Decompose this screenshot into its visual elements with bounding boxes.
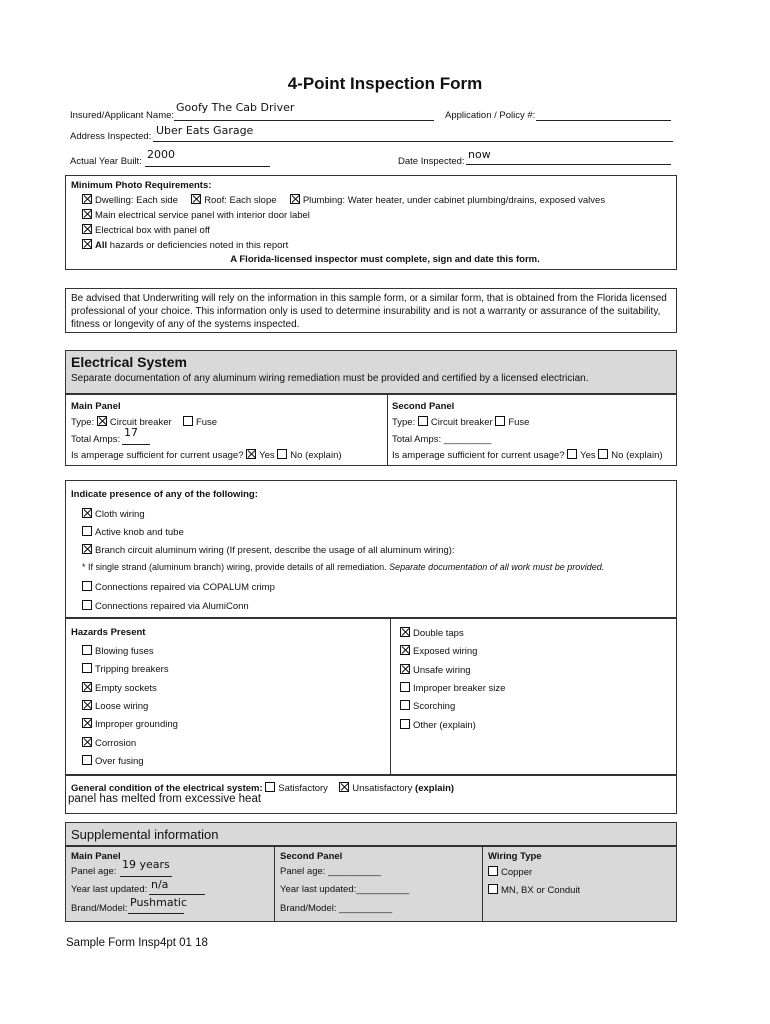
- supp-second-heading: Second Panel: [280, 851, 343, 862]
- photo-row-3: [82, 224, 210, 236]
- condition-label: General condition of the electrical system:: [71, 783, 263, 794]
- florida-note: A Florida-licensed inspector must complete, sign and date this form.: [230, 254, 540, 265]
- hazard-row: [82, 663, 169, 675]
- hazard-checkbox[interactable]: [82, 755, 92, 765]
- knob-tube-label: Active knob and tube: [95, 527, 184, 538]
- copalum-row: [82, 581, 275, 593]
- alumiconn-row: [82, 600, 249, 612]
- single-strand-note-text: * If single strand (aluminum branch) wiring, provide details of all remediation.: [82, 562, 390, 572]
- panels-divider: [387, 394, 388, 466]
- hazard-row: [82, 755, 144, 767]
- unsatisfactory-label: Unsatisfactory: [352, 783, 413, 794]
- hazard-label: Empty sockets: [95, 682, 157, 694]
- main-amperage-no-checkbox[interactable]: [277, 449, 287, 459]
- main-no-label: No (explain): [290, 450, 342, 461]
- main-fuse-label: Fuse: [195, 417, 218, 428]
- second-amperage-no-checkbox[interactable]: [598, 449, 608, 459]
- hazards-divider: [390, 618, 391, 775]
- insured-line: [174, 120, 434, 121]
- insured-label: Insured/Applicant Name:: [70, 110, 175, 121]
- cloth-wiring-checkbox[interactable]: [82, 508, 92, 518]
- second-amperage-row: [392, 449, 663, 461]
- hazard-checkbox[interactable]: [82, 718, 92, 728]
- mn-bx-conduit-checkbox[interactable]: [488, 884, 498, 894]
- hazard-label: Other (explain): [413, 719, 476, 731]
- photo-req-heading: Minimum Photo Requirements:: [71, 180, 212, 191]
- hazard-row: [400, 645, 477, 657]
- supp-age-field[interactable]: 19 years: [122, 858, 170, 871]
- hazard-checkbox[interactable]: [400, 682, 410, 692]
- second-type-row: [392, 416, 529, 428]
- hazard-row: [400, 719, 476, 731]
- second-fuse-label: Fuse: [508, 417, 530, 428]
- date-line: [466, 164, 671, 165]
- main-amps-line: [122, 444, 150, 445]
- hazard-checkbox[interactable]: [82, 700, 92, 710]
- supp-second-brand[interactable]: Brand/Model: __________: [280, 903, 392, 914]
- hazard-checkbox[interactable]: [82, 645, 92, 655]
- supp-brand-label: Brand/Model:: [71, 903, 128, 914]
- second-circuit-breaker-label: Circuit breaker: [430, 417, 493, 428]
- hazard-label: Improper breaker size: [413, 682, 506, 694]
- copper-row: [488, 866, 532, 878]
- hazard-row: [82, 700, 148, 712]
- hazard-row: [82, 645, 154, 657]
- hazard-checkbox[interactable]: [82, 663, 92, 673]
- satisfactory-label: Satisfactory: [278, 783, 328, 794]
- second-circuit-breaker-checkbox[interactable]: [418, 416, 428, 426]
- main-amperage-question: Is amperage sufficient for current usage?: [71, 450, 244, 461]
- main-amperage-yes-checkbox[interactable]: [246, 449, 256, 459]
- main-amps-label: Total Amps:: [71, 434, 121, 445]
- hazard-label: Corrosion: [95, 737, 137, 749]
- supp-main-heading: Main Panel: [71, 851, 121, 862]
- policy-label: Application / Policy #:: [445, 110, 536, 121]
- plumbing-checkbox[interactable]: [290, 194, 300, 204]
- mn-row: [488, 884, 580, 896]
- condition-explanation-field[interactable]: panel has melted from excessive heat: [68, 793, 262, 805]
- knob-row: [82, 526, 184, 538]
- hazard-row: [82, 682, 157, 694]
- main-panel-photo-checkbox[interactable]: [82, 209, 92, 219]
- electrical-title: Electrical System: [71, 354, 187, 370]
- hazard-checkbox[interactable]: [82, 682, 92, 692]
- supp-brand-field[interactable]: Pushmatic: [130, 896, 187, 909]
- hazard-checkbox[interactable]: [400, 645, 410, 655]
- main-circuit-breaker-checkbox[interactable]: [97, 416, 107, 426]
- main-type-row: [71, 416, 217, 428]
- photo-row-2: [82, 209, 310, 221]
- year-line: [145, 166, 270, 167]
- second-amps-label[interactable]: Total Amps: _________: [392, 434, 492, 445]
- copper-checkbox[interactable]: [488, 866, 498, 876]
- roof-checkbox[interactable]: [191, 194, 201, 204]
- second-yes-label: Yes: [580, 450, 596, 461]
- year-field[interactable]: 2000: [147, 148, 175, 161]
- page-title: 4-Point Inspection Form: [287, 74, 483, 93]
- elec-box-checkbox[interactable]: [82, 224, 92, 234]
- supp-second-age[interactable]: Panel age: __________: [280, 866, 381, 877]
- date-label: Date Inspected:: [398, 156, 465, 167]
- hazard-label: Loose wiring: [95, 700, 149, 712]
- plumbing-label: Plumbing: Water heater, under cabinet plumbing/drains, exposed valves: [302, 195, 606, 206]
- hazard-row: [400, 700, 455, 712]
- branch-aluminum-checkbox[interactable]: [82, 544, 92, 554]
- policy-field[interactable]: [536, 120, 671, 121]
- main-type-label: Type:: [71, 417, 95, 428]
- alumiconn-checkbox[interactable]: [82, 600, 92, 610]
- main-panel-photo-label: Main electrical service panel with interior door label: [95, 210, 310, 221]
- main-yes-label: Yes: [259, 450, 275, 461]
- hazard-label: Tripping breakers: [95, 664, 169, 676]
- cloth-wiring-label: Cloth wiring: [95, 509, 145, 520]
- photo-row-4: [82, 239, 288, 251]
- photo-row-1: [82, 194, 605, 206]
- branch-row: [82, 544, 455, 556]
- hazard-label: Over fusing: [95, 755, 144, 767]
- hazard-label: Scorching: [413, 701, 456, 713]
- dwelling-label: Dwelling: Each side: [95, 195, 178, 206]
- date-field[interactable]: now: [468, 148, 491, 161]
- supp-age-line: [120, 876, 172, 877]
- supp-updated-line: [149, 894, 205, 895]
- address-field[interactable]: Uber Eats Garage: [156, 124, 254, 137]
- branch-aluminum-label: Branch circuit aluminum wiring (If present, describe the usage of all aluminum wiring):: [95, 545, 455, 556]
- copalum-label: Connections repaired via COPALUM crimp: [95, 582, 275, 593]
- hazard-checkbox[interactable]: [400, 627, 410, 637]
- second-fuse-checkbox[interactable]: [495, 416, 505, 426]
- supp-divider-1: [274, 846, 275, 922]
- cloth-row: [82, 508, 145, 520]
- electrical-subtitle: Separate documentation of any aluminum wiring remediation must be provided and certified by a licensed electrician.: [71, 373, 589, 384]
- supp-divider-2: [482, 846, 483, 922]
- roof-label: Roof: Each slope: [204, 195, 277, 206]
- supp-updated-field[interactable]: n/a: [151, 878, 169, 891]
- second-type-label: Type:: [392, 417, 416, 428]
- explain-label: (explain): [415, 783, 455, 794]
- main-fuse-checkbox[interactable]: [183, 416, 193, 426]
- year-label: Actual Year Built:: [70, 156, 142, 167]
- main-panel-heading: Main Panel: [71, 401, 121, 412]
- hazard-checkbox[interactable]: [400, 664, 410, 674]
- address-line: [153, 141, 673, 142]
- all-hazards-label: hazards or deficiencies noted in this report: [107, 240, 289, 251]
- all-bold-label: All: [95, 240, 108, 251]
- wiring-type-heading: Wiring Type: [488, 851, 542, 862]
- hazard-label: Double taps: [413, 628, 464, 639]
- main-amps-field[interactable]: 17: [124, 426, 138, 439]
- hazard-row: [82, 718, 178, 730]
- second-amperage-question: Is amperage sufficient for current usage?: [392, 450, 565, 461]
- single-strand-note-italic: Separate documentation of all work must be provided.: [389, 562, 605, 572]
- satisfactory-checkbox[interactable]: [265, 782, 275, 792]
- supplemental-title: Supplemental information: [71, 827, 219, 842]
- copalum-checkbox[interactable]: [82, 581, 92, 591]
- mn-bx-conduit-label: MN, BX or Conduit: [501, 885, 581, 896]
- dwelling-checkbox[interactable]: [82, 194, 92, 204]
- hazard-label: Exposed wiring: [413, 646, 478, 658]
- supp-brand-line: [128, 913, 184, 914]
- second-panel-heading: Second Panel: [392, 401, 455, 412]
- supp-age-label: Panel age:: [71, 866, 117, 877]
- hazard-checkbox[interactable]: [400, 700, 410, 710]
- hazards-heading: Hazards Present: [71, 627, 146, 638]
- supp-updated-label: Year last updated:: [71, 884, 148, 895]
- elec-box-label: Electrical box with panel off: [95, 225, 210, 236]
- main-circuit-breaker-label: Circuit breaker: [109, 417, 172, 428]
- address-label: Address Inspected:: [70, 131, 152, 142]
- hazard-row: [400, 664, 471, 676]
- insured-field[interactable]: Goofy The Cab Driver: [176, 101, 295, 114]
- hazards-box: [65, 618, 677, 775]
- hazard-row: [400, 627, 464, 639]
- second-amperage-yes-checkbox[interactable]: [567, 449, 577, 459]
- alumiconn-label: Connections repaired via AlumiConn: [95, 601, 249, 612]
- hazard-row: [400, 682, 505, 694]
- hazard-checkbox[interactable]: [400, 719, 410, 729]
- presence-heading: Indicate presence of any of the following:: [71, 489, 258, 500]
- main-amperage-row: [71, 449, 342, 461]
- knob-tube-checkbox[interactable]: [82, 526, 92, 536]
- advisory-text: Be advised that Underwriting will rely on the information in this sample form, or a similar form, that is obtained from the Florida licensed professional of your choice. This information only is used to determine insurability and is not a warranty or assurance of the suitability, fitness or longevity of any of the systems inspected.: [71, 293, 667, 330]
- hazard-label: Unsafe wiring: [413, 664, 471, 676]
- all-hazards-checkbox[interactable]: [82, 239, 92, 249]
- footer-text: Sample Form Insp4pt 01 18: [66, 937, 208, 949]
- hazard-row: [82, 737, 136, 749]
- supp-second-updated[interactable]: Year last updated:__________: [280, 884, 410, 895]
- copper-label: Copper: [501, 867, 533, 878]
- hazard-checkbox[interactable]: [82, 737, 92, 747]
- hazard-label: Blowing fuses: [95, 646, 154, 657]
- second-no-label: No (explain): [611, 450, 663, 461]
- single-strand-note: [82, 562, 604, 572]
- hazard-label: Improper grounding: [95, 719, 178, 731]
- unsatisfactory-checkbox[interactable]: [339, 782, 349, 792]
